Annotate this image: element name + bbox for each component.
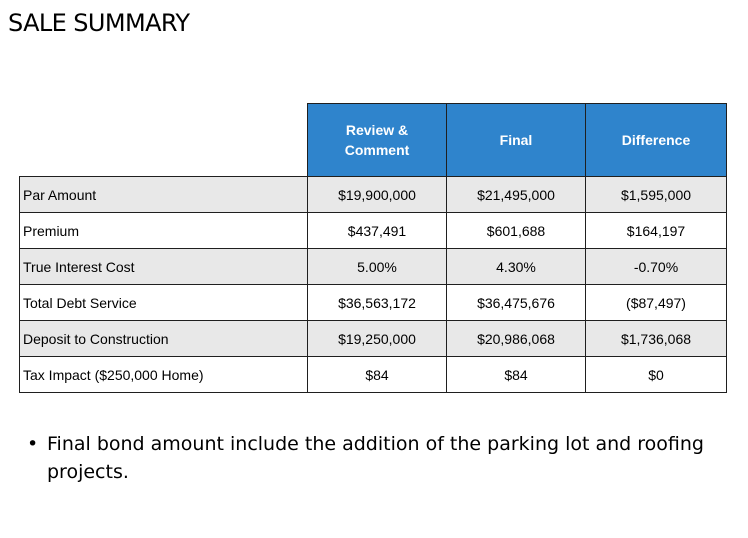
row-label: Total Debt Service [20,285,308,321]
difference-value: $0 [586,357,727,393]
row-label: Premium [20,213,308,249]
header-blank-cell [20,104,308,177]
table-row [20,249,727,285]
page-title: SALE SUMMARY [8,9,190,37]
final-value: $36,475,676 [447,285,586,321]
note-text: Final bond amount include the addition of the parking lot and roofing projects. [47,433,704,483]
row-label: Par Amount [20,177,308,213]
header-final: Final [447,104,586,177]
list-item [27,430,717,486]
table-row [20,321,727,357]
review-value: $19,250,000 [308,321,447,357]
review-value: 5.00% [308,249,447,285]
difference-value: $1,736,068 [586,321,727,357]
review-value: $36,563,172 [308,285,447,321]
table-row [20,357,727,393]
notes-list [27,430,717,486]
final-value: $21,495,000 [447,177,586,213]
table-row [20,177,727,213]
header-review-comment: Review & Comment [308,104,447,177]
difference-value: $164,197 [586,213,727,249]
difference-value: ($87,497) [586,285,727,321]
row-label: Deposit to Construction [20,321,308,357]
review-value: $437,491 [308,213,447,249]
final-value: $84 [447,357,586,393]
difference-value: $1,595,000 [586,177,727,213]
row-label: True Interest Cost [20,249,308,285]
bullet-icon: • [27,433,39,455]
table-header-row [20,104,727,177]
final-value: $20,986,068 [447,321,586,357]
difference-value: -0.70% [586,249,727,285]
sale-summary-table [19,103,727,393]
row-label: Tax Impact ($250,000 Home) [20,357,308,393]
header-difference: Difference [586,104,727,177]
final-value: 4.30% [447,249,586,285]
review-value: $84 [308,357,447,393]
review-value: $19,900,000 [308,177,447,213]
table-row [20,285,727,321]
final-value: $601,688 [447,213,586,249]
table-row [20,213,727,249]
